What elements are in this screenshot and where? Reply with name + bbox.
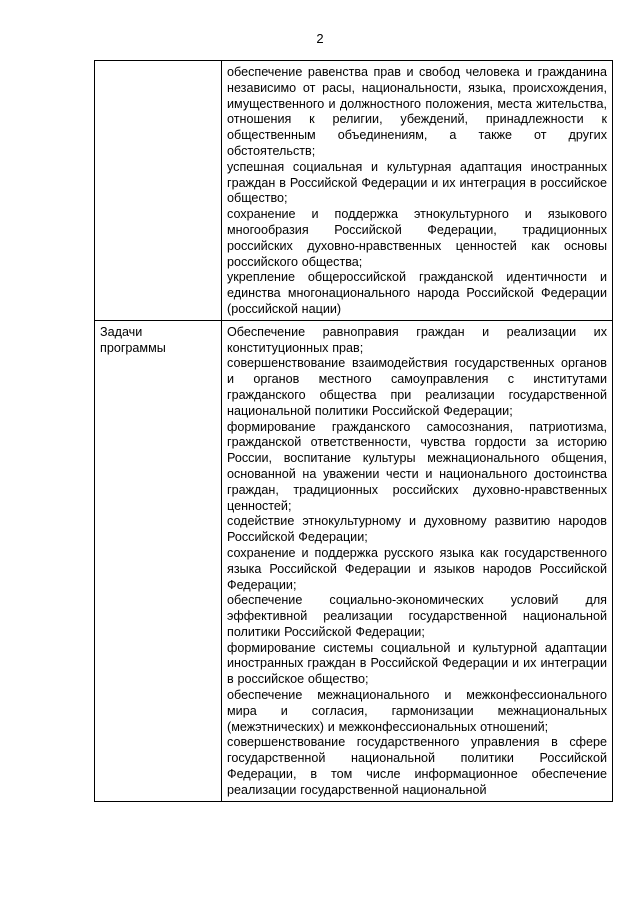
tasks-content-cell xyxy=(222,320,613,801)
goal-item: обеспечение равенства прав и свобод человека и гражданина независимо от расы, национальности, языка, происхождения, имущественного и должностного положения, места жительства, отношения к религии, убеждений, принадлежности к общественным объединениям, а также от других обстоятельств; xyxy=(227,65,607,158)
task-item: обеспечение межнационального и межконфессионального мира и согласия, гармонизации межнациональных (межэтнических) и межконфессиональных отношений; xyxy=(227,688,607,734)
task-item: обеспечение социально-экономических условий для эффективной реализации государственной национальной политики Российской Федерации; xyxy=(227,593,607,639)
goals-label-cell xyxy=(95,61,222,321)
task-item: содействие этнокультурному и духовному развитию народов Российской Федерации; xyxy=(227,514,607,545)
goals-content-cell xyxy=(222,61,613,321)
tasks-label-line2: программы xyxy=(100,340,166,355)
tasks-row xyxy=(95,320,613,801)
task-item: совершенствование государственного управления в сфере государственной национальной политики Российской Федерации, в том числе информационное обеспечение реализации государственной национальной xyxy=(227,735,607,797)
task-item: сохранение и поддержка русского языка как государственного языка Российской Федерации и языков народов Российской Федерации; xyxy=(227,545,607,592)
page-number: 2 xyxy=(316,31,324,46)
goal-item: сохранение и поддержка этнокультурного и языкового многообразия Российской Федерации, традиционных российских духовно-нравственных ценностей как основы российского общества; xyxy=(227,207,607,269)
goal-item: укрепление общероссийской гражданской идентичности и единства многонационального народа Российской Федерации (российской нации) xyxy=(227,270,607,316)
tasks-label-cell xyxy=(95,320,222,801)
program-passport-table xyxy=(94,60,613,802)
goals-row xyxy=(95,61,613,321)
task-item: формирование системы социальной и культурной адаптации иностранных граждан в Российской Федерации и их интеграции в российское общество; xyxy=(227,640,607,687)
task-item: совершенствование взаимодействия государственных органов и органов местного самоуправления с институтами гражданского общества при реализации государственной национальной политики Российской Федерации; xyxy=(227,356,607,418)
task-item: формирование гражданского самосознания, патриотизма, гражданской ответственности, чувства гордости за историю России, воспитание культуры межнационального общения, основанной на уважении чести и национального достоинства граждан, традиционных российских духовно-нравственных ценностей; xyxy=(227,419,607,513)
goal-item: успешная социальная и культурная адаптация иностранных граждан в Российской Федерации и их интеграция в российское общество; xyxy=(227,159,607,206)
task-item: Обеспечение равноправия граждан и реализации их конституционных прав; xyxy=(227,324,607,355)
tasks-label-line1: Задачи xyxy=(100,324,143,339)
